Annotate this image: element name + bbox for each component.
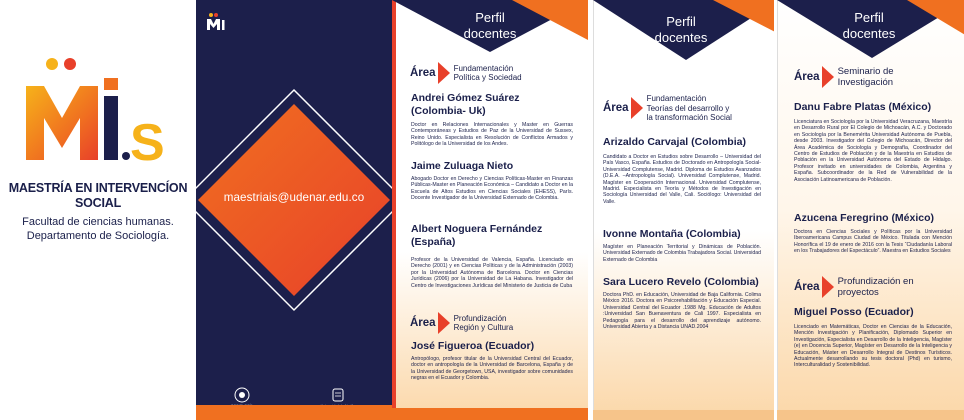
- area-label: Área: [410, 317, 436, 329]
- area-text: [450, 314, 514, 333]
- person-bio: Profesor de la Universidad de Valencia, España. Licenciado en Derecho (2001) y en Ciencias Políticas y de la Administración (2003) por la Universidad Autónoma de Barcelona. Doctor en Ciencias Jurídicas (2006) por la Universidad de La Habana. Investigador del Centro de Investigaciones Jurídicas del Ministerio de Justicia de Cuba: [411, 257, 573, 289]
- contact-email[interactable]: maestriais@udenar.edu.co: [223, 191, 365, 204]
- panel3-area-seminario: [794, 66, 894, 88]
- sociology-seal-icon: [230, 387, 254, 405]
- area-text-line1: Profundización: [453, 313, 507, 323]
- svg-text:S: S: [130, 114, 165, 166]
- person-name: Arizaldo Carvajal (Colombia): [603, 136, 746, 148]
- person-name: Ivonne Montaña (Colombia): [603, 228, 741, 240]
- area-text-line2: Región y Cultura: [453, 323, 514, 332]
- faculty-line: Facultad de ciencias humanas.: [22, 216, 174, 228]
- dark-panel: [196, 0, 392, 420]
- person-name-line2: (Colombia- Uk): [411, 105, 486, 117]
- panel1-area-profundizacion: [410, 312, 513, 334]
- area-text-line1: Seminario de: [837, 66, 894, 77]
- person-name: [411, 223, 542, 249]
- university-seal-icon: [326, 387, 350, 405]
- person-name: José Figueroa (Ecuador): [411, 340, 535, 352]
- panel1-header-line2: docentes: [463, 26, 517, 41]
- area-text: [450, 64, 522, 83]
- person-bio: Antropólogo, profesor titular de la Universidad Central del Ecuador, doctor en antropología de la Universidad de Barcelona, España y de la Universidad de Georgetown, USA, investigador sobre comunidades negras en el Ecuador y Colombia.: [411, 356, 573, 382]
- profiles-panel-1: [392, 0, 588, 420]
- panel2-header: [588, 14, 774, 46]
- person-bio: Doctora en Ciencias Sociales y Políticas por la Universidad Iberoamericana Campus Ciudad de México. Titulada con Mención Honorífica el 19 de enero de 2016 con la Tesis “Ciudadanía Laboral en los Trabajadores del Espectáculo”. Maestra en Estudios Sociales: [794, 229, 952, 255]
- orange-arrow-icon: [822, 276, 834, 298]
- person-name: [411, 92, 520, 118]
- person-name: Jaime Zuluaga Nieto: [411, 160, 514, 172]
- orange-arrow-icon: [438, 62, 450, 84]
- person-bio: Licenciatura en Sociología por la Universidad Veracruzana, Maestría en Desarrollo Rural por El Colegio de Michoacán, A.C. y Doctorado en Sociología por la Benemérita Universidad Autónoma de Puebla, desde 2003. Investigador del Colegio de Michoacán, Director del Área Académica de Sociología y Demografía, Coordinador del Centro de Estudios de Población y de la Maestría en Estudios de Población en la Universidad Autónoma del Estado de Hidalgo. Profesor invitado en universidades de Colombia, Argentina y España. Subcoordinador de la Red de Vulnerabilidad de la Asociación Latinoamericana de Población.: [794, 119, 952, 183]
- area-text-line3: la transformación Social: [646, 113, 732, 122]
- profiles-panel-3: [774, 0, 964, 420]
- person-bio: Magíster en Planeación Territorial y Dinámicas de Población. Universidad Externado de Colombia Trabajadora Social. Universidad Externado de Colombia: [603, 244, 762, 263]
- area-label: Área: [603, 102, 629, 115]
- person-bio: Doctora PhD. en Educación, Universidad de Baja California. Colima México 2016. Doctora en Psicorehabilitación y Educación Especial. Universidad Central del Ecuador .1988 Mg. Educación de Adultos :Universidad San Buenaventura de Cali 1997. Especialista en Pedagogía para el desarrollo del aprendizaje autónomo. Universidad Abierta y a Distancia UNAD.2004: [603, 292, 761, 331]
- panel1-header-line1: Perfil: [475, 10, 505, 25]
- person-bio: Doctor en Relaciones Internacionales y Master en Guerras Contemporáneas y Estudios de Paz de la Universidad de Sussex, Reino Unido. Especialista en Resolución de Conflictos Armados y Politólogo de la Universidad de los Andes.: [411, 122, 573, 148]
- department-line: Departamento de Sociología.: [26, 229, 170, 242]
- area-text-line2: Política y Sociedad: [453, 73, 522, 82]
- area-text-line2: Teorías del desarrollo y: [646, 103, 730, 113]
- panel3-area-profundizacion: [794, 276, 914, 298]
- panel2-background: [588, 0, 774, 420]
- panel2-area-fundamentacion: [603, 94, 732, 123]
- faculty-subtitle: [0, 216, 196, 243]
- area-label: Área: [794, 281, 820, 293]
- orange-arrow-icon: [822, 66, 834, 88]
- program-title-line1: MAESTRÍA EN INTERVENCÍON: [8, 181, 188, 195]
- mis-logo: [22, 56, 172, 166]
- person-name-line1: Albert Noguera Fernández: [411, 223, 543, 235]
- area-text-line1: Fundamentación: [453, 63, 514, 73]
- panel3-header: [774, 10, 964, 42]
- panel2-header-line2: docentes: [654, 30, 708, 45]
- cover-panel: [0, 0, 196, 420]
- area-label: Área: [410, 67, 436, 79]
- mini-logo: [206, 12, 236, 37]
- orange-arrow-icon: [631, 97, 643, 119]
- panel1-header: [392, 10, 588, 42]
- area-label: Área: [794, 71, 820, 83]
- program-title-line2: SOCIAL: [74, 196, 122, 210]
- panel3-header-line1: Perfil: [854, 10, 884, 25]
- area-text-line1: Profundización en: [837, 276, 914, 287]
- panel2-header-line1: Perfil: [666, 14, 696, 29]
- panel1-area-fundamentacion: [410, 62, 522, 84]
- person-name: Azucena Feregrino (México): [794, 212, 935, 224]
- person-name-line2: (España): [411, 236, 456, 248]
- area-text: [643, 94, 732, 123]
- person-name: Danu Fabre Platas (México): [794, 101, 932, 113]
- dark-panel-bottom-band: [196, 405, 392, 420]
- area-text-line1: Fundamentación: [646, 94, 707, 103]
- person-bio: Licenciado en Matemáticas, Doctor en Ciencias de la Educación, Mención Investigación y Planificación, Diplomado Superior en Investigación, Especialista en Desarrollo de la Inteligencia, Magíster (e) en Docencia Superior, Magíster en Desarrollo de la Inteligencia y Educación, Máster en Desarrollo Integral de Destinos Turísticos. Actualmente desarrollando su tesis doctoral (Phd) en turismo, Interculturalidad y Sostenibilidad.: [794, 324, 952, 369]
- person-bio: Candidato a Doctor en Estudios sobre Desarrollo – Universidad del País Vasco, España. Estudios de Doctorado en Antropología Social- Universidad Complutense, Madrid. Diploma de Estudios Avanzados (D.E.A. –Antropología Social). Universidad Complutense, Madrid. Magíster en Cooperación Internacional. Universidad Complutense, Madrid. Especialista en Teoría y Métodos de Investigación en Sociología Universidad del Valle, Cali. Sociólogo: Universidad del Valle.: [603, 154, 761, 205]
- area-text-line2: Investigación: [837, 77, 894, 88]
- area-text: [834, 66, 894, 88]
- person-bio: Abogado Doctor en Derecho y Ciencias Políticas-Master en Finanzas Públicas-Master en Planeación Económica – Candidato a Doctor en la Escuela de Altos Estudios en Ciencias Sociales (EHESS), París. Docente Investigador de la Universidad Externado de Colombia.: [411, 176, 573, 202]
- program-title: [0, 181, 196, 211]
- person-name: Miguel Posso (Ecuador): [794, 306, 914, 318]
- person-name: Sara Lucero Revelo (Colombia): [603, 276, 759, 288]
- profiles-panel-2: [588, 0, 774, 420]
- person-name-line1: Andrei Gómez Suárez: [411, 92, 520, 104]
- area-text-line2: proyectos: [837, 287, 879, 298]
- area-text: [834, 276, 914, 298]
- orange-arrow-icon: [438, 312, 450, 334]
- decorative-diamonds: [196, 0, 392, 420]
- panel3-header-line2: docentes: [842, 26, 896, 41]
